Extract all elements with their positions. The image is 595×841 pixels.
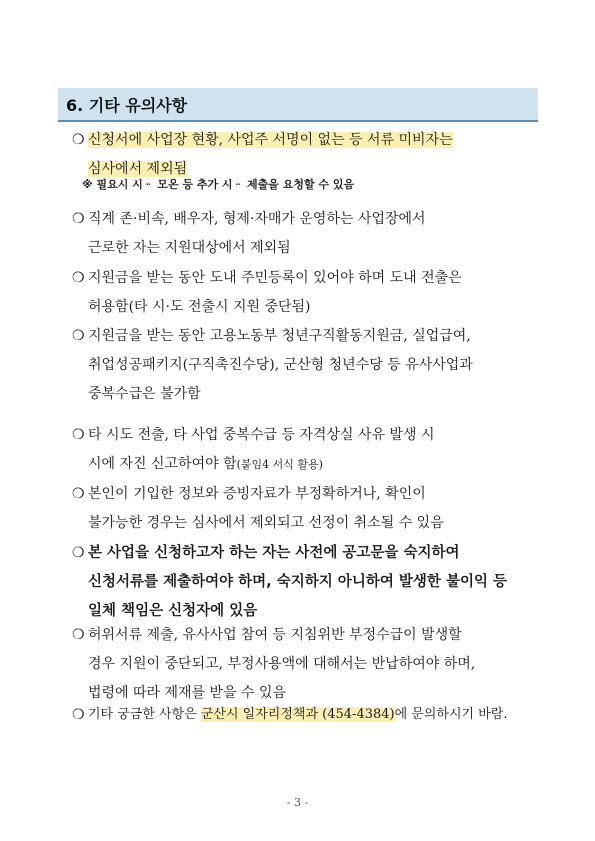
contact-highlight: 군산시 일자리정책과 (454-4384)	[200, 707, 395, 722]
bullet-icon: ❍	[72, 132, 85, 148]
page-number: - 3 -	[286, 796, 309, 809]
bullet-icon: ❍	[72, 328, 85, 344]
section-header	[58, 88, 538, 122]
bullet-icon: ❍	[72, 627, 85, 643]
bullet-icon: ❍	[72, 707, 85, 723]
bullet-icon: ❍	[72, 211, 85, 227]
section-title: 6. 기타 유의사항	[66, 96, 188, 115]
bullet-icon: ❍	[72, 545, 85, 561]
bullet-icon: ❍	[72, 270, 85, 286]
bullet-icon: ❍	[72, 486, 85, 502]
bullet-icon: ❍	[72, 427, 85, 443]
note-text: ※ 필요시 시ᆢ 모온 등 추가 시ᆢ 제출을 요청할 수 있음	[82, 178, 355, 191]
